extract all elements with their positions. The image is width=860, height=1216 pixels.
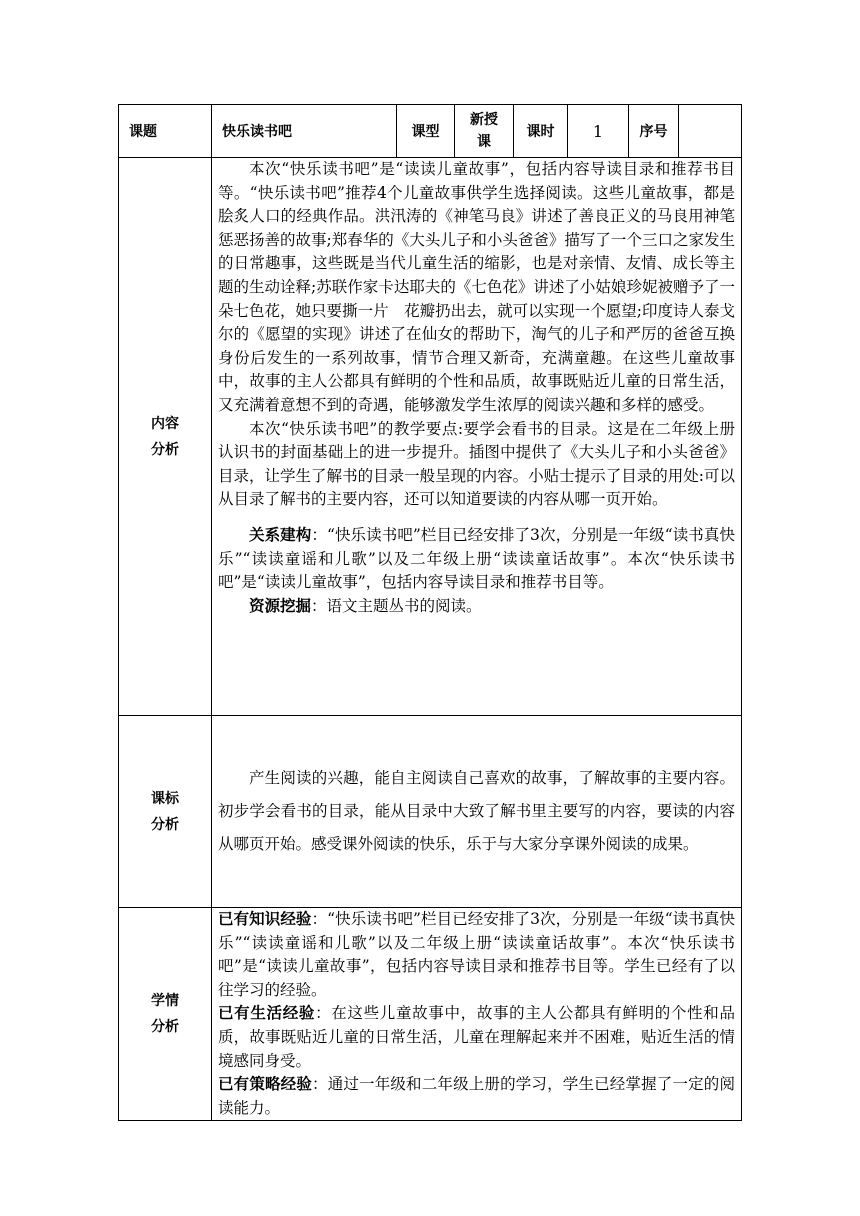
content-analysis-row xyxy=(119,158,742,716)
life-text: ：在这些儿童故事中，故事的主人公都具有鲜明的个性和品质，故事既贴近儿童的日常生活，儿童在理解起来并不困难，贴近生活的情境感同身受。 xyxy=(218,1004,735,1070)
student-analysis-label xyxy=(119,908,212,1121)
order-value xyxy=(679,105,742,158)
topic-label: 课题 xyxy=(119,105,212,158)
hours-label: 课时 xyxy=(514,105,568,158)
standard-analysis-text xyxy=(212,716,742,908)
content-analysis-label-line1: 内容 xyxy=(151,415,179,432)
life-paragraph xyxy=(218,1002,735,1073)
standard-analysis-row xyxy=(119,716,742,908)
lesson-plan-table xyxy=(118,104,742,1121)
type-label: 课型 xyxy=(397,105,455,158)
type-value xyxy=(455,105,514,158)
relation-text: ：“快乐读书吧”栏目已经安排了3次，分别是一年级“读书真快乐”“读读童谣和儿歌”以及二年级上册“读读童话故事”。本次“快乐读书吧”是“读读儿童故事”，包括内容导读目录和推荐书目等。 xyxy=(218,525,735,592)
topic-value: 快乐读书吧 xyxy=(212,105,397,158)
content-analysis-label xyxy=(119,158,212,716)
relation-paragraph xyxy=(218,524,735,595)
student-analysis-label-line1: 学情 xyxy=(151,993,179,1010)
strategy-text: ：通过一年级和二年级上册的学习，学生已经掌握了一定的阅读能力。 xyxy=(218,1075,735,1117)
knowledge-paragraph xyxy=(218,908,735,1002)
hours-value: 1 xyxy=(568,105,629,158)
resource-text: ：语文主题丛书的阅读。 xyxy=(311,596,482,615)
type-value-line2: 课 xyxy=(477,134,491,150)
life-label: 已有生活经验 xyxy=(218,1004,316,1023)
student-analysis-label-line2: 分析 xyxy=(151,1019,179,1036)
strategy-label: 已有策略经验 xyxy=(218,1075,313,1094)
student-analysis-row xyxy=(119,908,742,1121)
content-analysis-text xyxy=(212,158,742,716)
knowledge-label: 已有知识经验 xyxy=(218,910,312,928)
resource-label: 资源挖掘 xyxy=(249,596,312,615)
type-value-line1: 新授 xyxy=(470,112,498,128)
content-analysis-label-line2: 分析 xyxy=(151,441,179,458)
resource-paragraph xyxy=(218,595,735,619)
header-row xyxy=(119,105,742,158)
strategy-paragraph xyxy=(218,1073,735,1120)
content-analysis-para1: 本次“快乐读书吧”是“读读儿童故事”，包括内容导读目录和推荐书目等。“快乐读书吧”推荐4个儿童故事供学生选择阅读。这些儿童故事，都是脍炙人口的经典作品。洪汛涛的《神笔马良》讲述了善良正义的马良用神笔惩恶扬善的故事;郑春华的《大头儿子和小头爸爸》描写了一个三口之家发生的日常趣事，这些既是当代儿童生活的缩影，也是对亲情、友情、成长等主题的生动诠释;苏联作家卡达耶夫的《七色花》讲述了小姑娘珍妮被赠予了一朵七色花，她只要撕一片 花瓣扔出去，就可以实现一个愿望;印度诗人泰戈尔的《愿望的实现》讲述了在仙女的帮助下，淘气的儿子和严厉的爸爸互换身份后发生的一系列故事，情节合理又新奇，充满童趣。在这些儿童故事中，故事的主人公都具有鲜明的个性和品质，故事既贴近儿童的日常生活，又充满着意想不到的奇遇，能够激发学生浓厚的阅读兴趣和多样的感受。 xyxy=(218,160,735,414)
student-analysis-text xyxy=(212,908,742,1121)
content-analysis-para2: 本次“快乐读书吧”的教学要点:要学会看书的目录。这是在二年级上册认识书的封面基础上的进一步提升。插图中提供了《大头儿子和小头爸爸》目录，让学生了解书的目录一般呈现的内容。小贴士提示了目录的用处:可以从目录了解书的主要内容，还可以知道要读的内容从哪一页开始。 xyxy=(218,419,735,509)
knowledge-text: ：“快乐读书吧”栏目已经安排了3次，分别是一年级“读书真快乐”“读读童谣和儿歌”以及二年级上册“读读童话故事”。本次“快乐读书吧”是“读读儿童故事”，包括内容导读目录和推荐书目等。学生已经有了以往学习的经验。 xyxy=(218,910,735,999)
standard-analysis-label xyxy=(119,716,212,908)
order-label: 序号 xyxy=(629,105,679,158)
standard-analysis-label-line2: 分析 xyxy=(151,816,179,833)
standard-analysis-label-line1: 课标 xyxy=(151,790,179,807)
relation-label: 关系建构 xyxy=(249,525,312,544)
standard-analysis-paragraph: 产生阅读的兴趣，能自主阅读自己喜欢的故事，了解故事的主要内容。初步学会看书的目录，能从目录中大致了解书里主要写的内容，要读的内容从哪页开始。感受课外阅读的快乐，乐于与大家分享课外阅读的成果。 xyxy=(218,769,735,853)
